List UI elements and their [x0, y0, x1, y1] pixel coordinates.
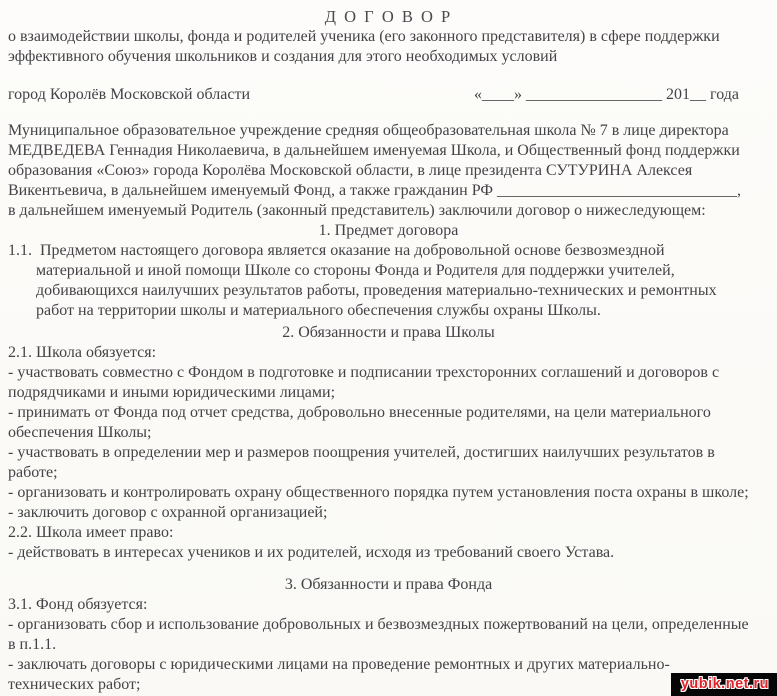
preamble-line: образования «Союз» города Королёва Московской области, в лице президента СУТУРИНА Алексея — [8, 162, 693, 179]
clause-line: 2.1. Школа обязуется: — [8, 344, 157, 361]
clause-line: - организовать и контролировать охрану общественного порядка путем установления поста охраны в школе; — [8, 484, 749, 501]
preamble — [8, 121, 769, 221]
clause-line: 1.1. Предметом настоящего договора является оказание на добровольной основе безвозмездной — [8, 242, 665, 259]
clause-line: в п.1.1. — [8, 636, 57, 653]
clause-line: - участвовать совместно с Фондом в подготовке и подписании трехсторонних соглашений и договоров с — [8, 364, 720, 381]
clause-line: работ на территории школы и материального обеспечения службы охраны Школы. — [36, 302, 601, 319]
clause-line: 2.2. Школа имеет право: — [8, 524, 174, 541]
section-2-body — [8, 343, 769, 563]
preamble-line: в дальнейшем именуемый Родитель (законный представитель) заключили договор о нижеследующем: — [8, 202, 706, 219]
date-blank-field: «____» _________________ 201__ года — [474, 86, 739, 103]
section-1-body — [8, 241, 769, 321]
site-watermark-badge — [671, 673, 777, 696]
section-3-body — [8, 595, 769, 695]
clause-line: добивающихся наилучших результатов работы, проведения материально-технических и ремонтных — [36, 282, 717, 299]
section-3-heading: 3. Обязанности и права Фонда — [284, 576, 493, 593]
clause-line: 3.1. Фонд обязуется: — [8, 596, 148, 613]
preamble-line: Викентьевича, в дальнейшем именуемый Фонд, а также гражданин РФ ______________________________, — [8, 182, 741, 199]
site-watermark-label: yubik.net.ru — [680, 676, 769, 692]
section-2-heading: 2. Обязанности и права Школы — [282, 324, 495, 341]
clause-line: - организовать сбор и использование добровольных и безвозмездных пожертвований на цели, определенные — [8, 616, 749, 633]
clause-line: - принимать от Фонда под отчет средства, добровольно внесенные родителями, на цели материального — [8, 404, 711, 421]
city-date-row — [8, 85, 769, 105]
clause-line: - заключать договоры с юридическими лицами на проведение ремонтных и других материально- — [8, 656, 670, 673]
city-label: город Королёв Московской области — [8, 86, 251, 103]
preamble-line: Муниципальное образовательное учреждение средняя общеобразовательная школа № 7 в лице директора — [8, 122, 729, 139]
clause-line: работе; — [8, 464, 58, 481]
clause-line: подрядчиками и иными юридическими лицами; — [8, 384, 336, 401]
clause-line: обеспечения Школы; — [8, 424, 152, 441]
clause-line: - заключить договор с охранной организацией; — [8, 504, 328, 521]
document-subtitle-line: эффективного обучения школьников и создания для этого необходимых условий — [8, 48, 558, 65]
section-1-heading: 1. Предмет договора — [318, 222, 459, 239]
document-title: Д О Г О В О Р — [324, 7, 453, 26]
preamble-line: МЕДВЕДЕВА Геннадия Николаевича, в дальнейшем именуемая Школа, и Общественный фонд поддержки — [8, 142, 740, 159]
clause-line: - действовать в интересах учеников и их родителей, исходя из требований своего Устава. — [8, 544, 615, 561]
clause-line: - участвовать в определении мер и размеров поощрения учителей, достигших наилучших результатов в — [8, 444, 715, 461]
document-subtitle-line: о взаимодействии школы, фонда и родителей ученика (его законного представителя) в сфере поддержки — [8, 28, 720, 45]
clause-line: технических работ; — [8, 676, 141, 693]
clause-line: материальной и иной помощи Школе со стороны Фонда и Родителя для поддержки учителей, — [36, 262, 675, 279]
